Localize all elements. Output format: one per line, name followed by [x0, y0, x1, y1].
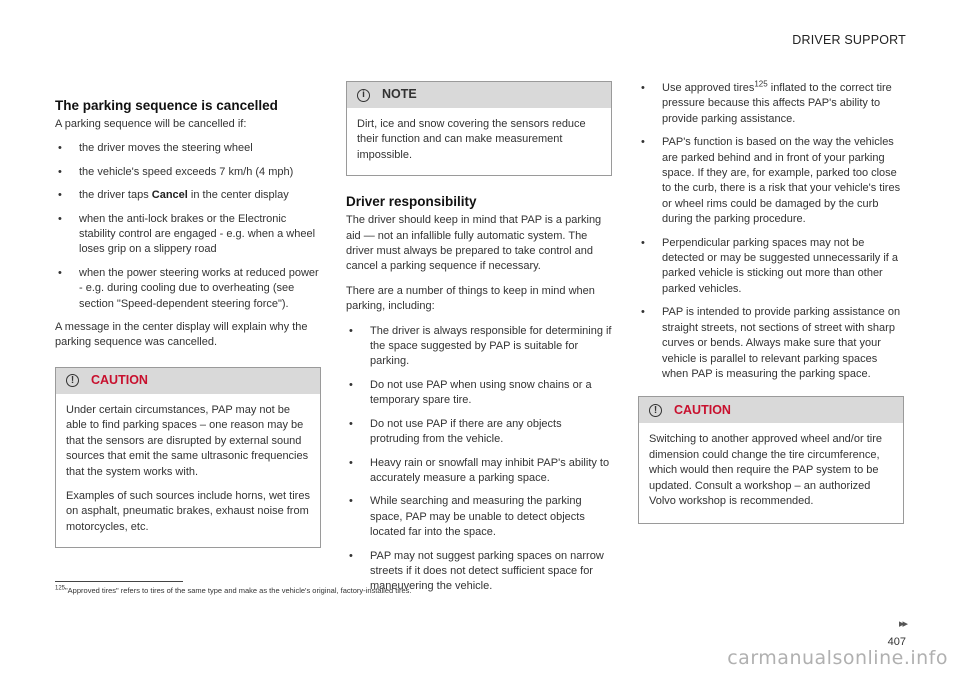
caution-header [639, 397, 903, 423]
list-item: • PAP is intended to provide parking assistance on straight streets, not sections of street with sharp curves or bends. Always make sure that your vehicle is parallel to relevant parking spaces when PAP is measuring the parking space. [638, 305, 904, 382]
responsibility-list [346, 324, 612, 595]
list-item: • Heavy rain or snowfall may inhibit PAP's ability to accurately measure a parking space. [346, 456, 612, 487]
note-body [347, 108, 611, 175]
list-item: • Perpendicular parking spaces may not be detected or may be suggested unnecessarily if a parked vehicle is sticking out more than other parked vehicles. [638, 236, 904, 298]
caution-box [55, 367, 321, 548]
list-item: • While searching and measuring the parking space, PAP may be unable to detect objects located far into the space. [346, 494, 612, 540]
footnote-reference: 125 [754, 79, 768, 89]
caution-paragraph: Under certain circumstances, PAP may not be able to find parking spaces – one reason may be that the sensors are disrupted by external sound sources that emit the same ultrasonic frequencies that the system works with. [66, 403, 309, 478]
list-item: • PAP may not suggest parking spaces on narrow streets if it does not detect sufficient space for maneuvering the vehicle. [346, 549, 612, 595]
message-text: A message in the center display will explain why the parking sequence was cancelled. [55, 321, 308, 349]
next-page-icon[interactable]: ▸▸ [898, 618, 906, 630]
cancel-keyword: Cancel [151, 189, 188, 202]
footnote-divider [55, 581, 183, 582]
note-box [346, 81, 612, 176]
page-number: 407 [887, 636, 906, 648]
list-item: • The driver is always responsible for determining if the space suggested by PAP is suitable for parking. [346, 324, 612, 370]
info-circle-icon: i [357, 89, 370, 102]
list-item-text: Use approved tires [662, 82, 755, 94]
list-item: • when the anti-lock brakes or the Electronic stability control are engaged - e.g. when a wheel loses grip on a slippery road [55, 212, 321, 258]
note-title: NOTE [382, 87, 417, 102]
column-3 [638, 81, 904, 524]
caution-paragraph: Examples of such sources include horns, wet tires on asphalt, pneumatic brakes, exhaust noise from motorcycles, etc. [66, 489, 310, 533]
caution-box-tires [638, 396, 904, 524]
list-item-text: inflated to the correct tire pressure because this affects PAP's ability to provide parking assistance. [662, 82, 892, 125]
tips-list [638, 81, 904, 382]
list-item: • when the power steering works at reduced power - e.g. during cooling due to overheating (see section "Speed-dependent steering force"). [55, 266, 321, 312]
cancel-conditions-list [55, 141, 321, 312]
list-item [638, 81, 904, 127]
responsibility-paragraph: There are a number of things to keep in mind when parking, including: [346, 284, 595, 313]
watermark: carmanualsonline.info [727, 647, 948, 669]
list-item-text: the driver taps [79, 189, 152, 202]
caution-header [56, 368, 320, 394]
list-item [55, 188, 321, 203]
exclamation-circle-icon: ! [649, 404, 662, 417]
section-header: DRIVER SUPPORT [792, 33, 906, 47]
note-paragraph: Dirt, ice and snow covering the sensors reduce their function and can make measurement impossible. [357, 118, 586, 161]
list-item: • Do not use PAP if there are any objects protruding from the vehicle. [346, 417, 612, 448]
caution-body [639, 423, 903, 523]
responsibility-paragraph: The driver should keep in mind that PAP is a parking aid — not an infallible fully automatic system. The driver must always be prepared to take control and cancel a parking sequence if necessary. [346, 214, 602, 273]
column-1 [55, 98, 321, 548]
heading-driver-responsibility: Driver responsibility [346, 194, 477, 210]
exclamation-circle-icon: ! [66, 374, 79, 387]
note-header [347, 82, 611, 108]
caution-paragraph: Switching to another approved wheel and/or tire dimension could change the tire circumference, which would then require the PAP system to be updated. Consult a workshop – an authorized Volvo workshop is recommended. [649, 433, 882, 507]
caution-body [56, 394, 320, 547]
list-item: • Do not use PAP when using snow chains or a temporary spare tire. [346, 378, 612, 409]
list-item-text: in the center display [187, 189, 289, 202]
column-2 [346, 81, 612, 603]
caution-title: CAUTION [91, 373, 148, 388]
list-item: • the vehicle's speed exceeds 7 km/h (4 mph) [55, 165, 321, 180]
footnote [55, 586, 412, 595]
heading-parking-cancelled: The parking sequence is cancelled [55, 98, 278, 113]
footnote-number: 125 [55, 585, 66, 592]
caution-title: CAUTION [674, 402, 731, 417]
footnote-text: "Approved tires" refers to tires of the same type and make as the vehicle's original, factory-installed tires. [65, 586, 412, 595]
list-item: • the driver moves the steering wheel [55, 141, 321, 156]
list-item: • PAP's function is based on the way the vehicles are parked behind and in front of your parking space. If they are, for example, parked too close to the curb, there is a risk that your vehicle's tires or wheel rims could be damaged by the curb during the parking procedure. [638, 135, 904, 227]
intro-text: A parking sequence will be cancelled if: [55, 118, 247, 130]
